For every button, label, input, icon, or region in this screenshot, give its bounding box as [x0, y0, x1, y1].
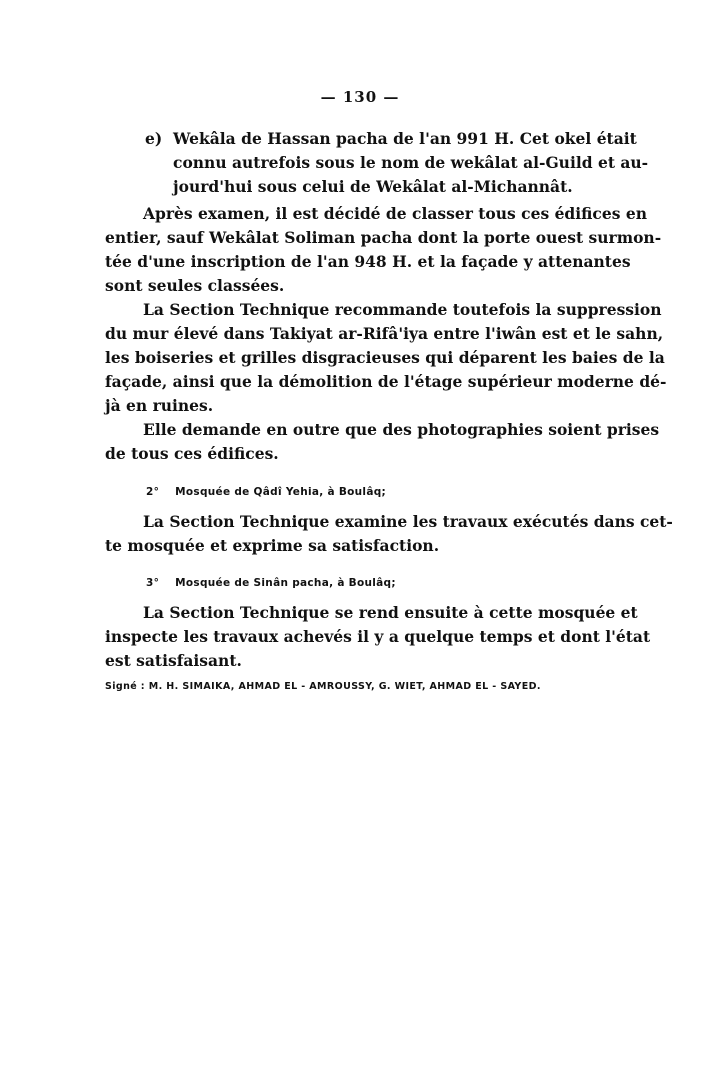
paragraph-line: inspecte les travaux achevés il y a quelque temps et dont l'état — [105, 627, 651, 646]
heading-title: Mosquée de Qâdî Yehia, à Boulâq; — [175, 486, 387, 498]
paragraph-recommendation — [105, 298, 667, 418]
paragraph-line: jà en ruines. — [105, 396, 214, 415]
section-heading-3 — [146, 577, 396, 589]
paragraph-line: La Section Technique recommande toutefois la suppression — [143, 300, 662, 319]
paragraph-line: de tous ces édifices. — [105, 444, 279, 463]
paragraph-line: les boiseries et grilles disgracieuses qui déparent les baies de la — [105, 348, 665, 367]
paragraph-line: du mur élevé dans Takiyat ar-Rifâ'iya entre l'iwân est et le sahn, — [105, 324, 664, 343]
heading-number: 3° — [146, 577, 160, 589]
paragraph-line: entier, sauf Wekâlat Soliman pacha dont la porte ouest surmon- — [105, 228, 662, 247]
section-heading-2 — [146, 486, 386, 498]
page-number: — 130 — — [320, 88, 400, 106]
paragraph-sinan-pacha — [105, 601, 651, 673]
item-e-marker: e) — [145, 129, 163, 148]
paragraph-line: La Section Technique se rend ensuite à cette mosquée et — [143, 603, 638, 622]
item-e-paragraph — [105, 127, 649, 199]
paragraph-line: sont seules classées. — [105, 276, 285, 295]
item-e-line-3: jourd'hui sous celui de Wekâlat al-Michannât. — [173, 177, 573, 196]
paragraph-line: te mosquée et exprime sa satisfaction. — [105, 536, 440, 555]
signature-names: M. H. SIMAIKA, AHMAD EL - AMROUSSY, G. WIET, AHMAD EL - SAYED. — [148, 681, 541, 692]
paragraph-line: La Section Technique examine les travaux exécutés dans cet- — [143, 512, 673, 531]
heading-title: Mosquée de Sinân pacha, à Boulâq; — [175, 577, 396, 589]
paragraph-line: façade, ainsi que la démolition de l'étage supérieur moderne dé- — [105, 372, 667, 391]
paragraph-line: Elle demande en outre que des photographies soient prises — [143, 420, 660, 439]
signature-line — [105, 681, 541, 692]
item-e-line-2: connu autrefois sous le nom de wekâlat al-Guild et au- — [173, 153, 649, 172]
paragraph-line: Après examen, il est décidé de classer tous ces édifices en — [143, 204, 647, 223]
paragraph-qadi-yehia — [105, 510, 673, 558]
heading-number: 2° — [146, 486, 160, 498]
signature-label: Signé : — [105, 681, 146, 692]
item-e-line-1: e) Wekâla de Hassan pacha de l'an 991 H. Cet okel était — [145, 129, 637, 148]
paragraph-classification — [105, 202, 662, 298]
paragraph-line: est satisfaisant. — [105, 651, 242, 670]
paragraph-photographs — [105, 418, 660, 466]
paragraph-line: tée d'une inscription de l'an 948 H. et la façade y attenantes — [105, 252, 631, 271]
